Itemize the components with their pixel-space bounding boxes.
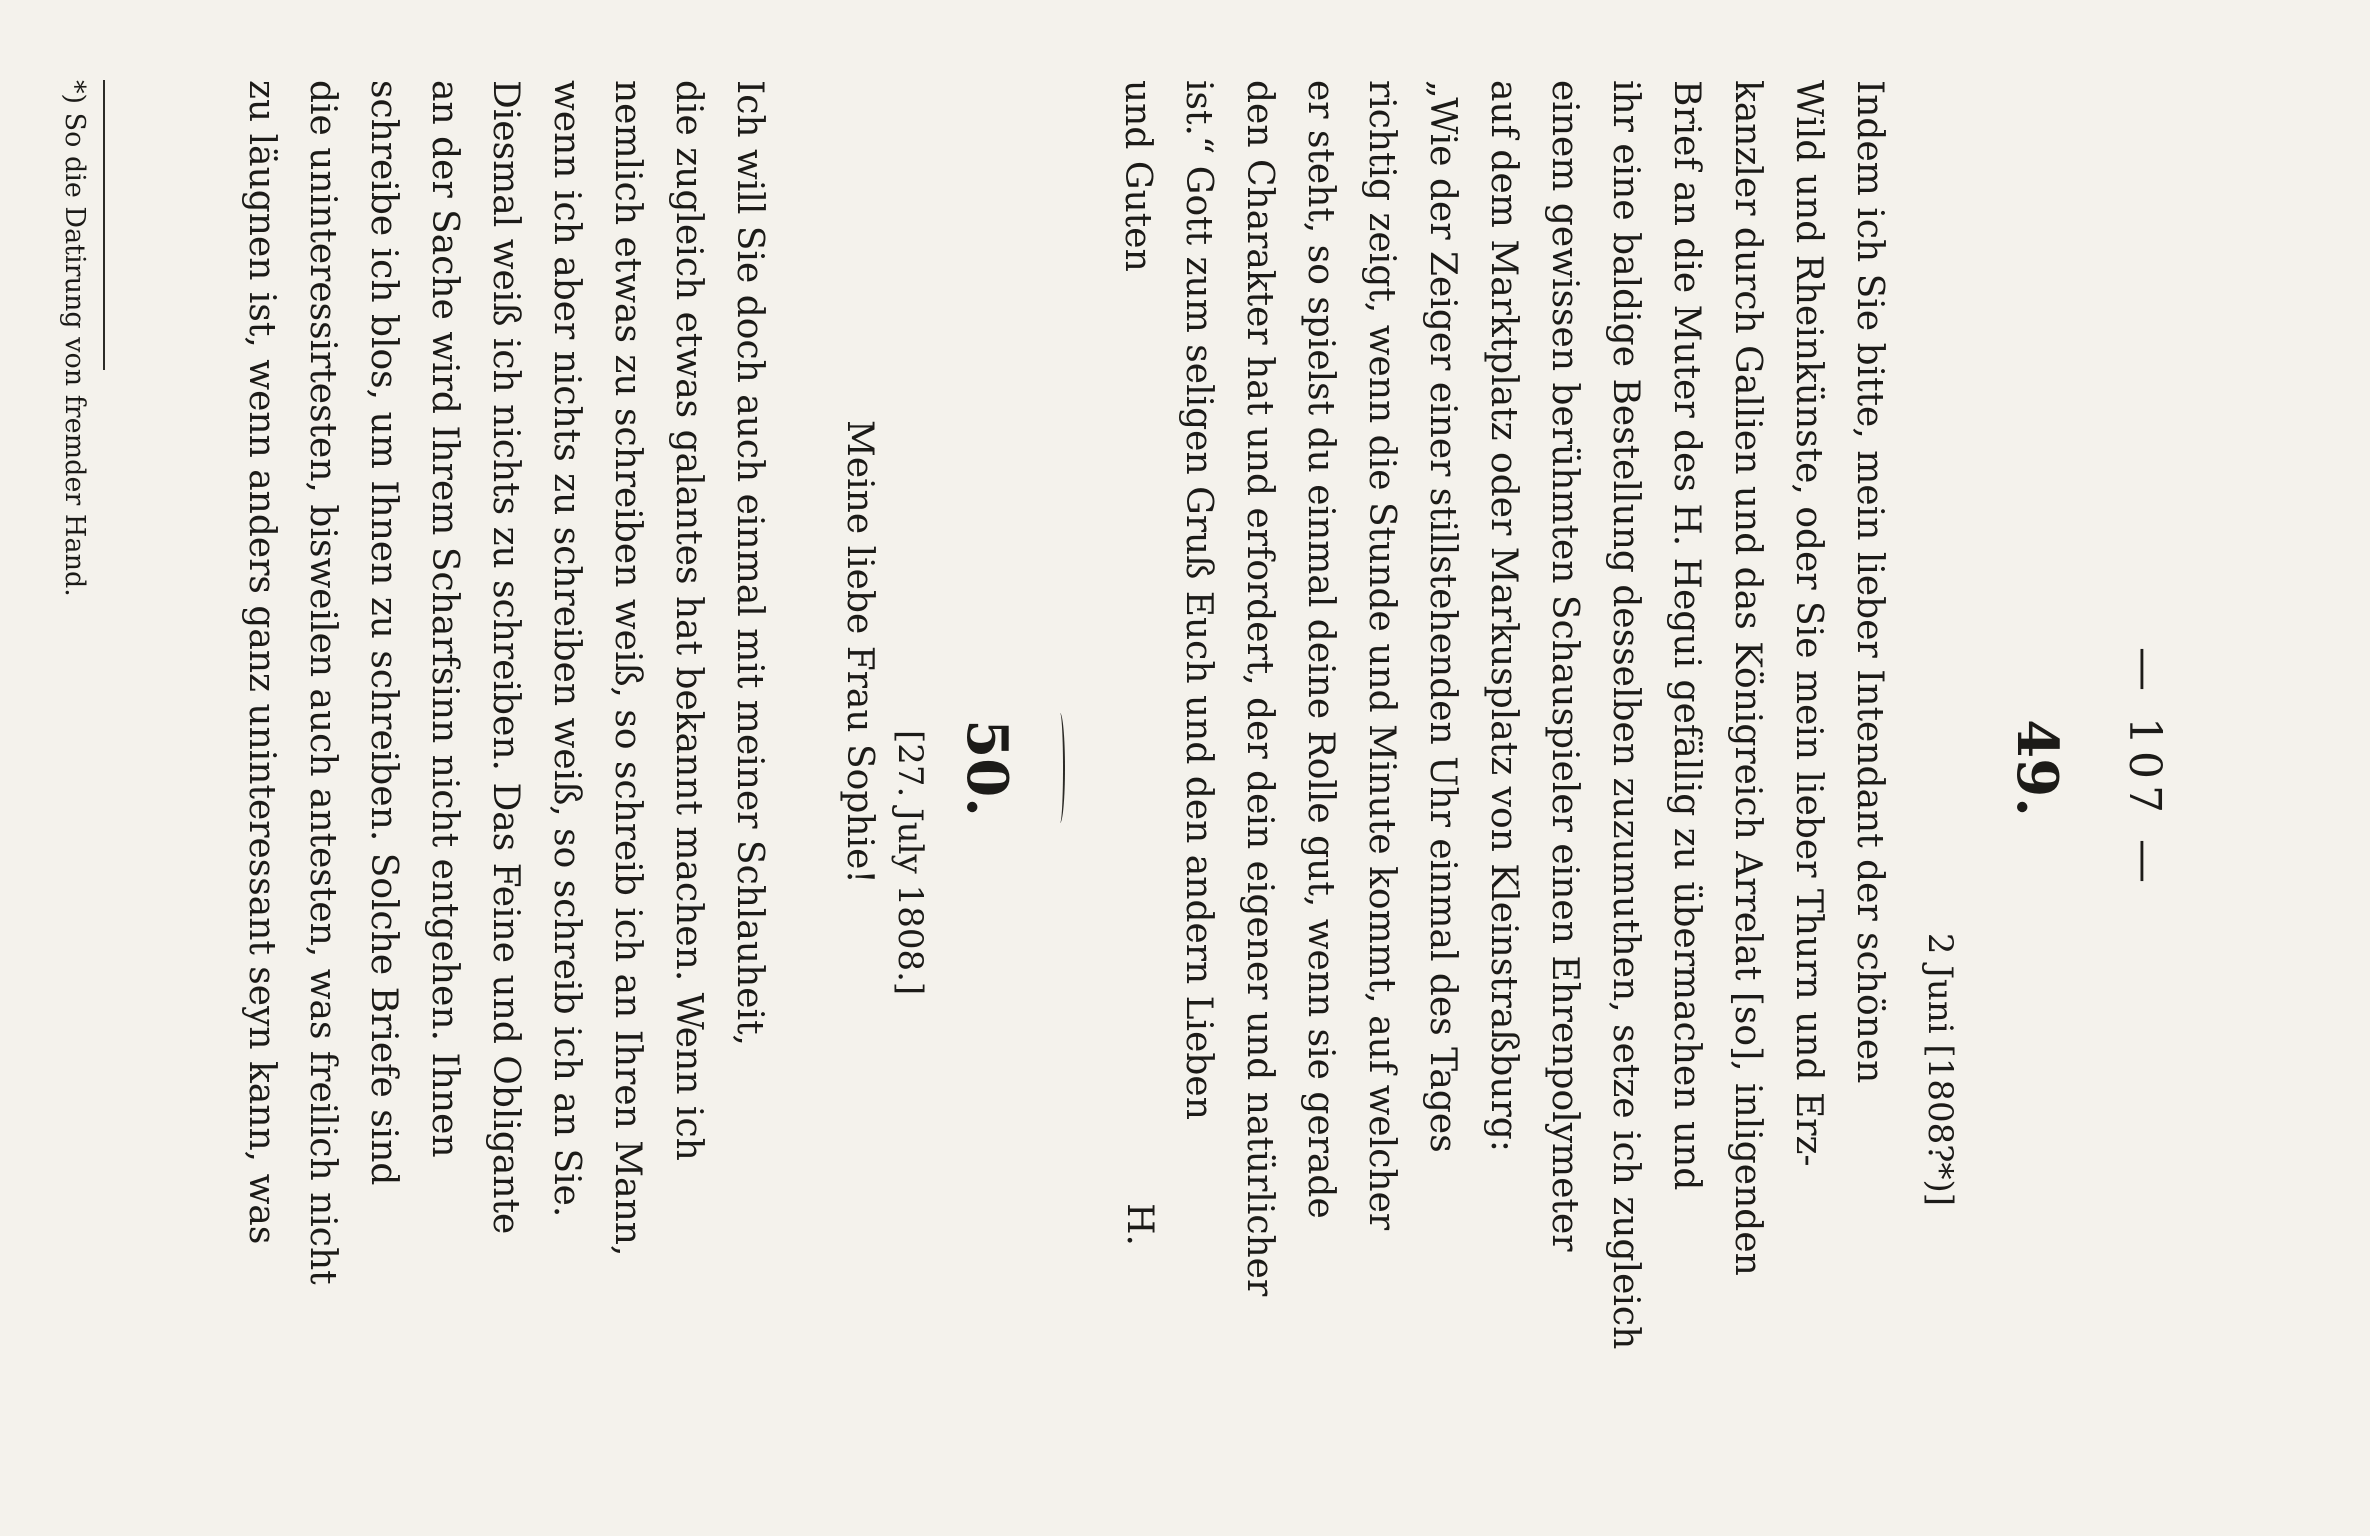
text-line: nemlich etwas zu schreiben weiß, so schreib ich an Ihren Mann, — [607, 80, 648, 1257]
text-line: schreibe ich blos, um Ihnen zu schreiben. Solche Briefe sind — [363, 80, 404, 1186]
letter-49-body — [1107, 80, 1900, 1350]
text-line: die uninteressirtesten, bisweilen auch antesten, was freilich nicht — [302, 80, 343, 1285]
letter-49-date: 2 Juni [1808?*)] — [1920, 932, 1960, 1206]
text-line: Indem ich Sie bitte, mein lieber Intendant der schönen — [1849, 80, 1890, 1084]
letter-49-signature: H. — [1119, 1203, 1160, 1246]
text-line: er steht, so spielst du einmal deine Rolle gut, wenn sie gerade — [1300, 80, 1341, 1219]
text-line: Diesmal weiß ich nichts zu schreiben. Das Feine und Obligante — [485, 80, 526, 1235]
footnote-rule — [103, 80, 105, 370]
letter-number-50: 50. — [954, 719, 1020, 817]
text-line: die zugleich etwas galantes hat bekannt machen. Wenn ich — [668, 80, 709, 1161]
text-line: richtig zeigt, wenn die Stunde und Minute kommt, auf welcher — [1361, 80, 1402, 1231]
section-separator — [1055, 0, 1065, 1536]
footnote: *) So die Datirung von fremder Hand. — [59, 80, 90, 597]
letter-50-date: [27. July 1808.] — [890, 730, 930, 996]
text-line: wenn ich aber nichts zu schreiben weiß, so schreib ich an Sie. — [546, 80, 587, 1218]
letter-50-salutation: Meine liebe Frau Sophie! — [839, 420, 880, 884]
text-line: einem gewissen berühmten Schauspieler einen Ehrenpolymeter — [1544, 80, 1585, 1252]
text-line: Brief an die Muter des H. Hegui gefällig zu übermachen und — [1666, 80, 1707, 1191]
running-head: — 107 — — [2119, 647, 2170, 889]
letter-number-49: 49. — [2004, 719, 2070, 817]
text-line: den Charakter hat und erfordert, der dein eigener und natürlicher — [1239, 80, 1280, 1297]
letter-50-body — [231, 80, 780, 1285]
text-line: an der Sache wird Ihrem Scharfsinn nicht entgehen. Ihnen — [424, 80, 465, 1158]
text-line: ihr eine baldige Bestellung desselben zuzumuthen, setze ich zugleich — [1605, 80, 1646, 1350]
text-line: Wild und Rheinkünste, oder Sie mein lieber Thurn und Erz- — [1788, 80, 1829, 1167]
text-line: kanzler durch Gallien und das Königreich Arrelat [so], inligenden — [1727, 80, 1768, 1276]
text-line: auf dem Marktplatz oder Markusplatz von Kleinstraßburg: — [1483, 80, 1524, 1152]
text-line: ist.“ Gott zum seligen Gruß Euch und den andern Lieben — [1178, 80, 1219, 1120]
text-line: zu läugnen ist, wenn anders ganz uninteressant seyn kann, was — [241, 80, 282, 1245]
text-line: Ich will Sie doch auch einmal mit meiner Schlauheit, — [729, 80, 770, 1046]
text-line: und Guten — [1117, 80, 1158, 272]
text-line: „Wie der Zeiger einer stillstehenden Uhr einmal des Tages — [1422, 80, 1463, 1153]
